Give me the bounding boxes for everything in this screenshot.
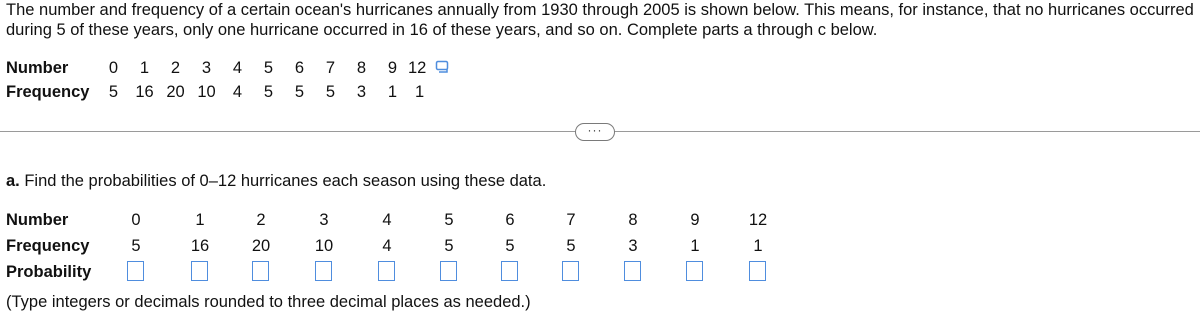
frequency-cell: 5 <box>566 237 576 255</box>
frequency-cell: 1 <box>753 237 763 255</box>
number-value: 12 <box>408 58 427 77</box>
frequency-label: Frequency <box>6 82 90 101</box>
part-a-prefix: a. <box>6 172 20 190</box>
probability-input[interactable] <box>749 261 766 281</box>
hurricane-frequency-table <box>6 56 465 104</box>
number-cell <box>408 56 465 80</box>
number-cell: 8 <box>356 58 367 77</box>
number-row <box>6 56 465 80</box>
frequency-cell <box>408 80 465 104</box>
probability-input[interactable] <box>562 261 579 281</box>
number-cell: 7 <box>325 58 336 77</box>
number-cell: 1 <box>139 58 150 77</box>
number-cell: 3 <box>201 58 212 77</box>
frequency-label: Frequency <box>6 237 90 255</box>
frequency-cell: 4 <box>232 82 243 101</box>
number-label: Number <box>6 211 69 229</box>
number-cell: 12 <box>748 211 768 229</box>
frequency-cell: 16 <box>190 237 210 255</box>
frequency-cell: 5 <box>263 82 274 101</box>
number-cell: 8 <box>628 211 638 229</box>
number-cell: 0 <box>131 211 141 229</box>
frequency-cell: 5 <box>131 237 141 255</box>
copy-icon[interactable] <box>435 58 451 79</box>
probability-input[interactable] <box>252 261 269 281</box>
number-cell: 9 <box>690 211 700 229</box>
problem-statement: The number and frequency of a certain ocean's hurricanes annually from 1930 through 2005 is shown below. This means, for instance, that no hurricanes occurred during 5 of these years, only one hurricane occurred in 16 of these years, and so on. Complete parts a through c below. <box>6 1 1194 39</box>
probability-input[interactable] <box>501 261 518 281</box>
frequency-cell: 5 <box>294 82 305 101</box>
probability-input[interactable] <box>440 261 457 281</box>
probability-input[interactable] <box>127 261 144 281</box>
frequency-cell: 10 <box>314 237 334 255</box>
probability-input[interactable] <box>191 261 208 281</box>
frequency-cell: 10 <box>197 82 216 101</box>
number-cell: 0 <box>108 58 119 77</box>
frequency-cell: 20 <box>251 237 271 255</box>
frequency-cell: 5 <box>444 237 454 255</box>
number-cell: 1 <box>195 211 205 229</box>
frequency-cell: 16 <box>135 82 154 101</box>
answer-format-note: (Type integers or decimals rounded to three decimal places as needed.) <box>6 293 531 311</box>
frequency-cell: 3 <box>628 237 638 255</box>
more-options-button[interactable]: ··· <box>575 123 615 141</box>
part-a-text: Find the probabilities of 0–12 hurricanes each season using these data. <box>19 172 547 190</box>
number-cell: 5 <box>444 211 454 229</box>
frequency-cell: 4 <box>382 237 392 255</box>
number-cell: 2 <box>256 211 266 229</box>
number-label: Number <box>6 58 69 77</box>
number-cell: 4 <box>382 211 392 229</box>
number-cell: 2 <box>170 58 181 77</box>
frequency-cell: 20 <box>166 82 185 101</box>
number-cell: 5 <box>263 58 274 77</box>
frequency-cell: 5 <box>325 82 336 101</box>
number-cell: 3 <box>319 211 329 229</box>
probability-input[interactable] <box>624 261 641 281</box>
number-cell: 4 <box>232 58 243 77</box>
frequency-value: 1 <box>415 82 425 101</box>
frequency-cell: 5 <box>108 82 119 101</box>
number-cell: 9 <box>387 58 398 77</box>
frequency-cell: 3 <box>356 82 367 101</box>
probability-input[interactable] <box>378 261 395 281</box>
probability-input[interactable] <box>315 261 332 281</box>
frequency-cell: 1 <box>387 82 398 101</box>
frequency-cell: 5 <box>505 237 515 255</box>
part-a-question <box>6 172 546 191</box>
number-cell: 6 <box>505 211 515 229</box>
frequency-cell: 1 <box>690 237 700 255</box>
probability-label: Probability <box>6 263 92 281</box>
number-cell: 7 <box>566 211 576 229</box>
frequency-row <box>6 80 465 104</box>
probability-input[interactable] <box>686 261 703 281</box>
number-cell: 6 <box>294 58 305 77</box>
